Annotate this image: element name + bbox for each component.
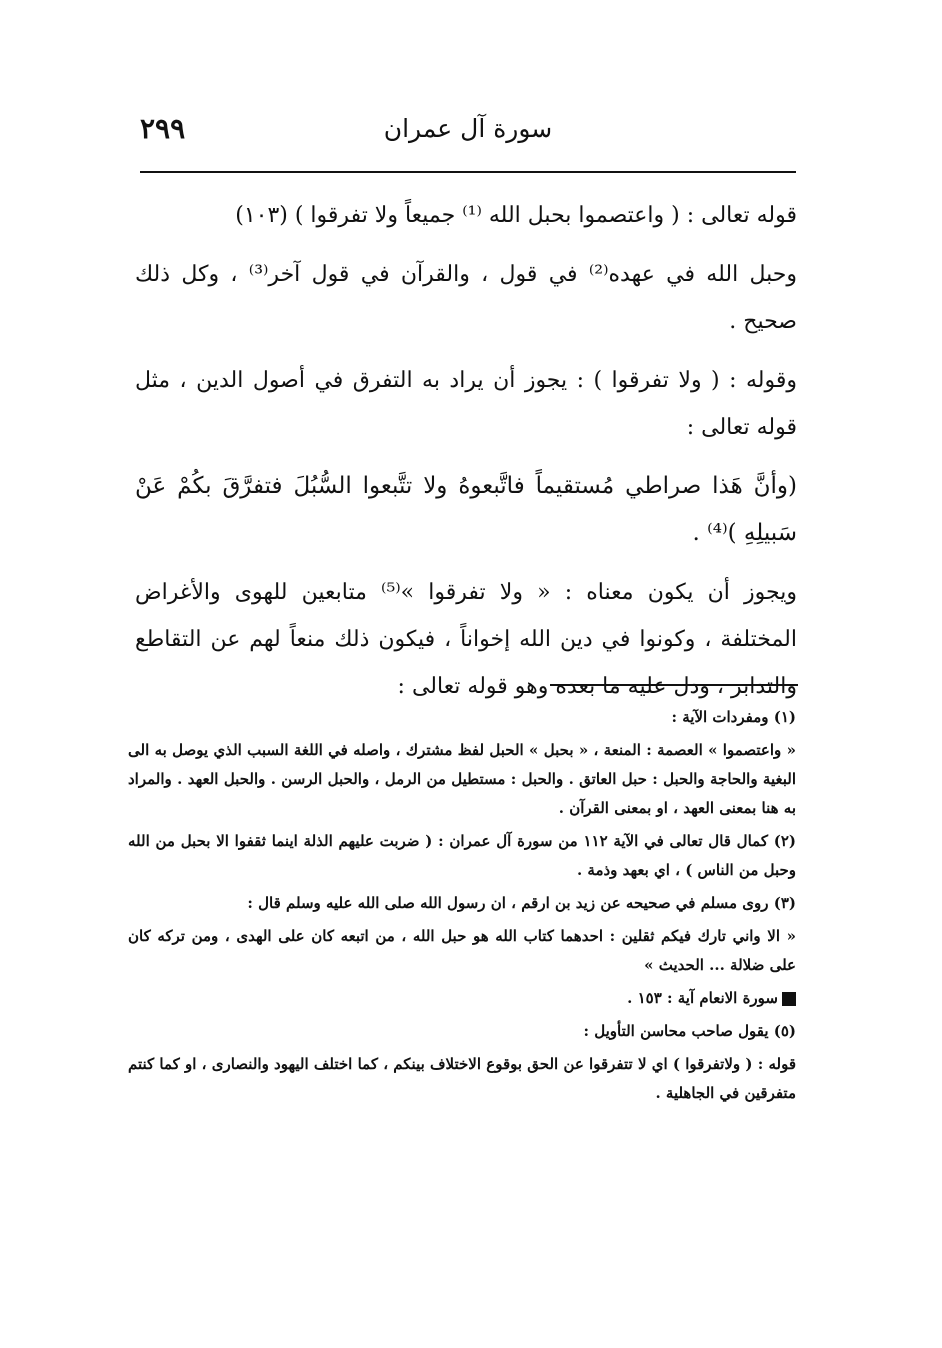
footnote-5-text: قوله : ( ولاتفرقوا ) اي لا تتفرقوا عن الحق بوقوع الاختلاف بينكم ، كما اختلف اليهود والنصارى ، او كما كنتم متفرقين في الجاهلية . [128, 1055, 796, 1102]
footnote-4-text: سورة الانعام آية : ١٥٣ . [627, 989, 778, 1007]
footnotes [128, 703, 796, 1112]
footnote-3-hadith: « الا واني تارك فيكم ثقلين : احدهما كتاب الله هو حبل الله ، من اتبعه كان على الهدى ، ومن تركه كان على ضلالة ... الحديث » [128, 927, 796, 974]
footnote-1-text: « واعتصموا » العصمة : المنعة ، « بحبل » الحبل لفظ مشترك ، واصله في اللغة السبب الذي يوصل به الى البغية والحاجة والحبل : حبل العاتق . والحبل : مستطيل من الرمل ، والحبل الرسن . والحبل العهد . والمراد به هنا بمعنى العهد ، او بمعنى القرآن . [128, 741, 796, 817]
body-paragraph: وقوله : ( ولا تفرقوا ) : يجوز أن يراد به التفرق في أصول الدين ، مثل قوله تعالى : [135, 368, 797, 440]
page-number: ٢٩٩ [140, 112, 186, 145]
footnote-4-marker-icon [782, 992, 796, 1006]
footnote-4 [128, 984, 796, 1013]
page-header [140, 112, 796, 152]
main-text [135, 192, 797, 722]
header-divider [140, 171, 796, 173]
footnote-2: (٢) كمال قال تعالى في الآية ١١٢ من سورة آل عمران : ( ضربت عليهم الذلة اينما ثقفوا الا بحبل من الله وحبل من الناس ) ، اي بعهد وذمة . [128, 832, 796, 879]
running-title: سورة آل عمران [383, 114, 553, 143]
body-paragraph: وحبل الله في عهده⁽²⁾ في قول ، والقرآن في قول آخر⁽³⁾ ، وكل ذلك صحيح . [135, 262, 798, 334]
body-paragraph: ويجوز أن يكون معناه : « ولا تفرقوا »⁽⁵⁾ متابعين للهوى والأغراض المختلفة ، وكونوا في دين الله إخواناً ، فيكون ذلك منعاً لهم عن التقاطع والتدابر ، ودل عليه ما بعده وهو قوله تعالى : [135, 580, 797, 699]
footnote-divider [550, 684, 798, 686]
footnote-3-intro: (٣) روى مسلم في صحيحه عن زيد بن ارقم ، ان رسول الله صلى الله عليه وسلم قال : [247, 894, 796, 912]
footnote-5-title: (٥) يقول صاحب محاسن التأويل : [583, 1022, 796, 1040]
footnote-1-title: (١) ومفردات الآية : [671, 708, 796, 726]
quoted-verse: (وأنَّ هَذا صراطي مُستقيماً فاتَّبعوهُ ولا تتَّبعوا السُّبُلَ فتفرَّقَ بكُمْ عَنْ سَبيلِهِ )⁽⁴⁾ . [135, 473, 797, 546]
verse-paragraph: قوله تعالى : ( واعتصموا بحبل الله ⁽¹⁾ جميعاً ولا تفرقوا ) (١٠٣) [235, 203, 797, 228]
